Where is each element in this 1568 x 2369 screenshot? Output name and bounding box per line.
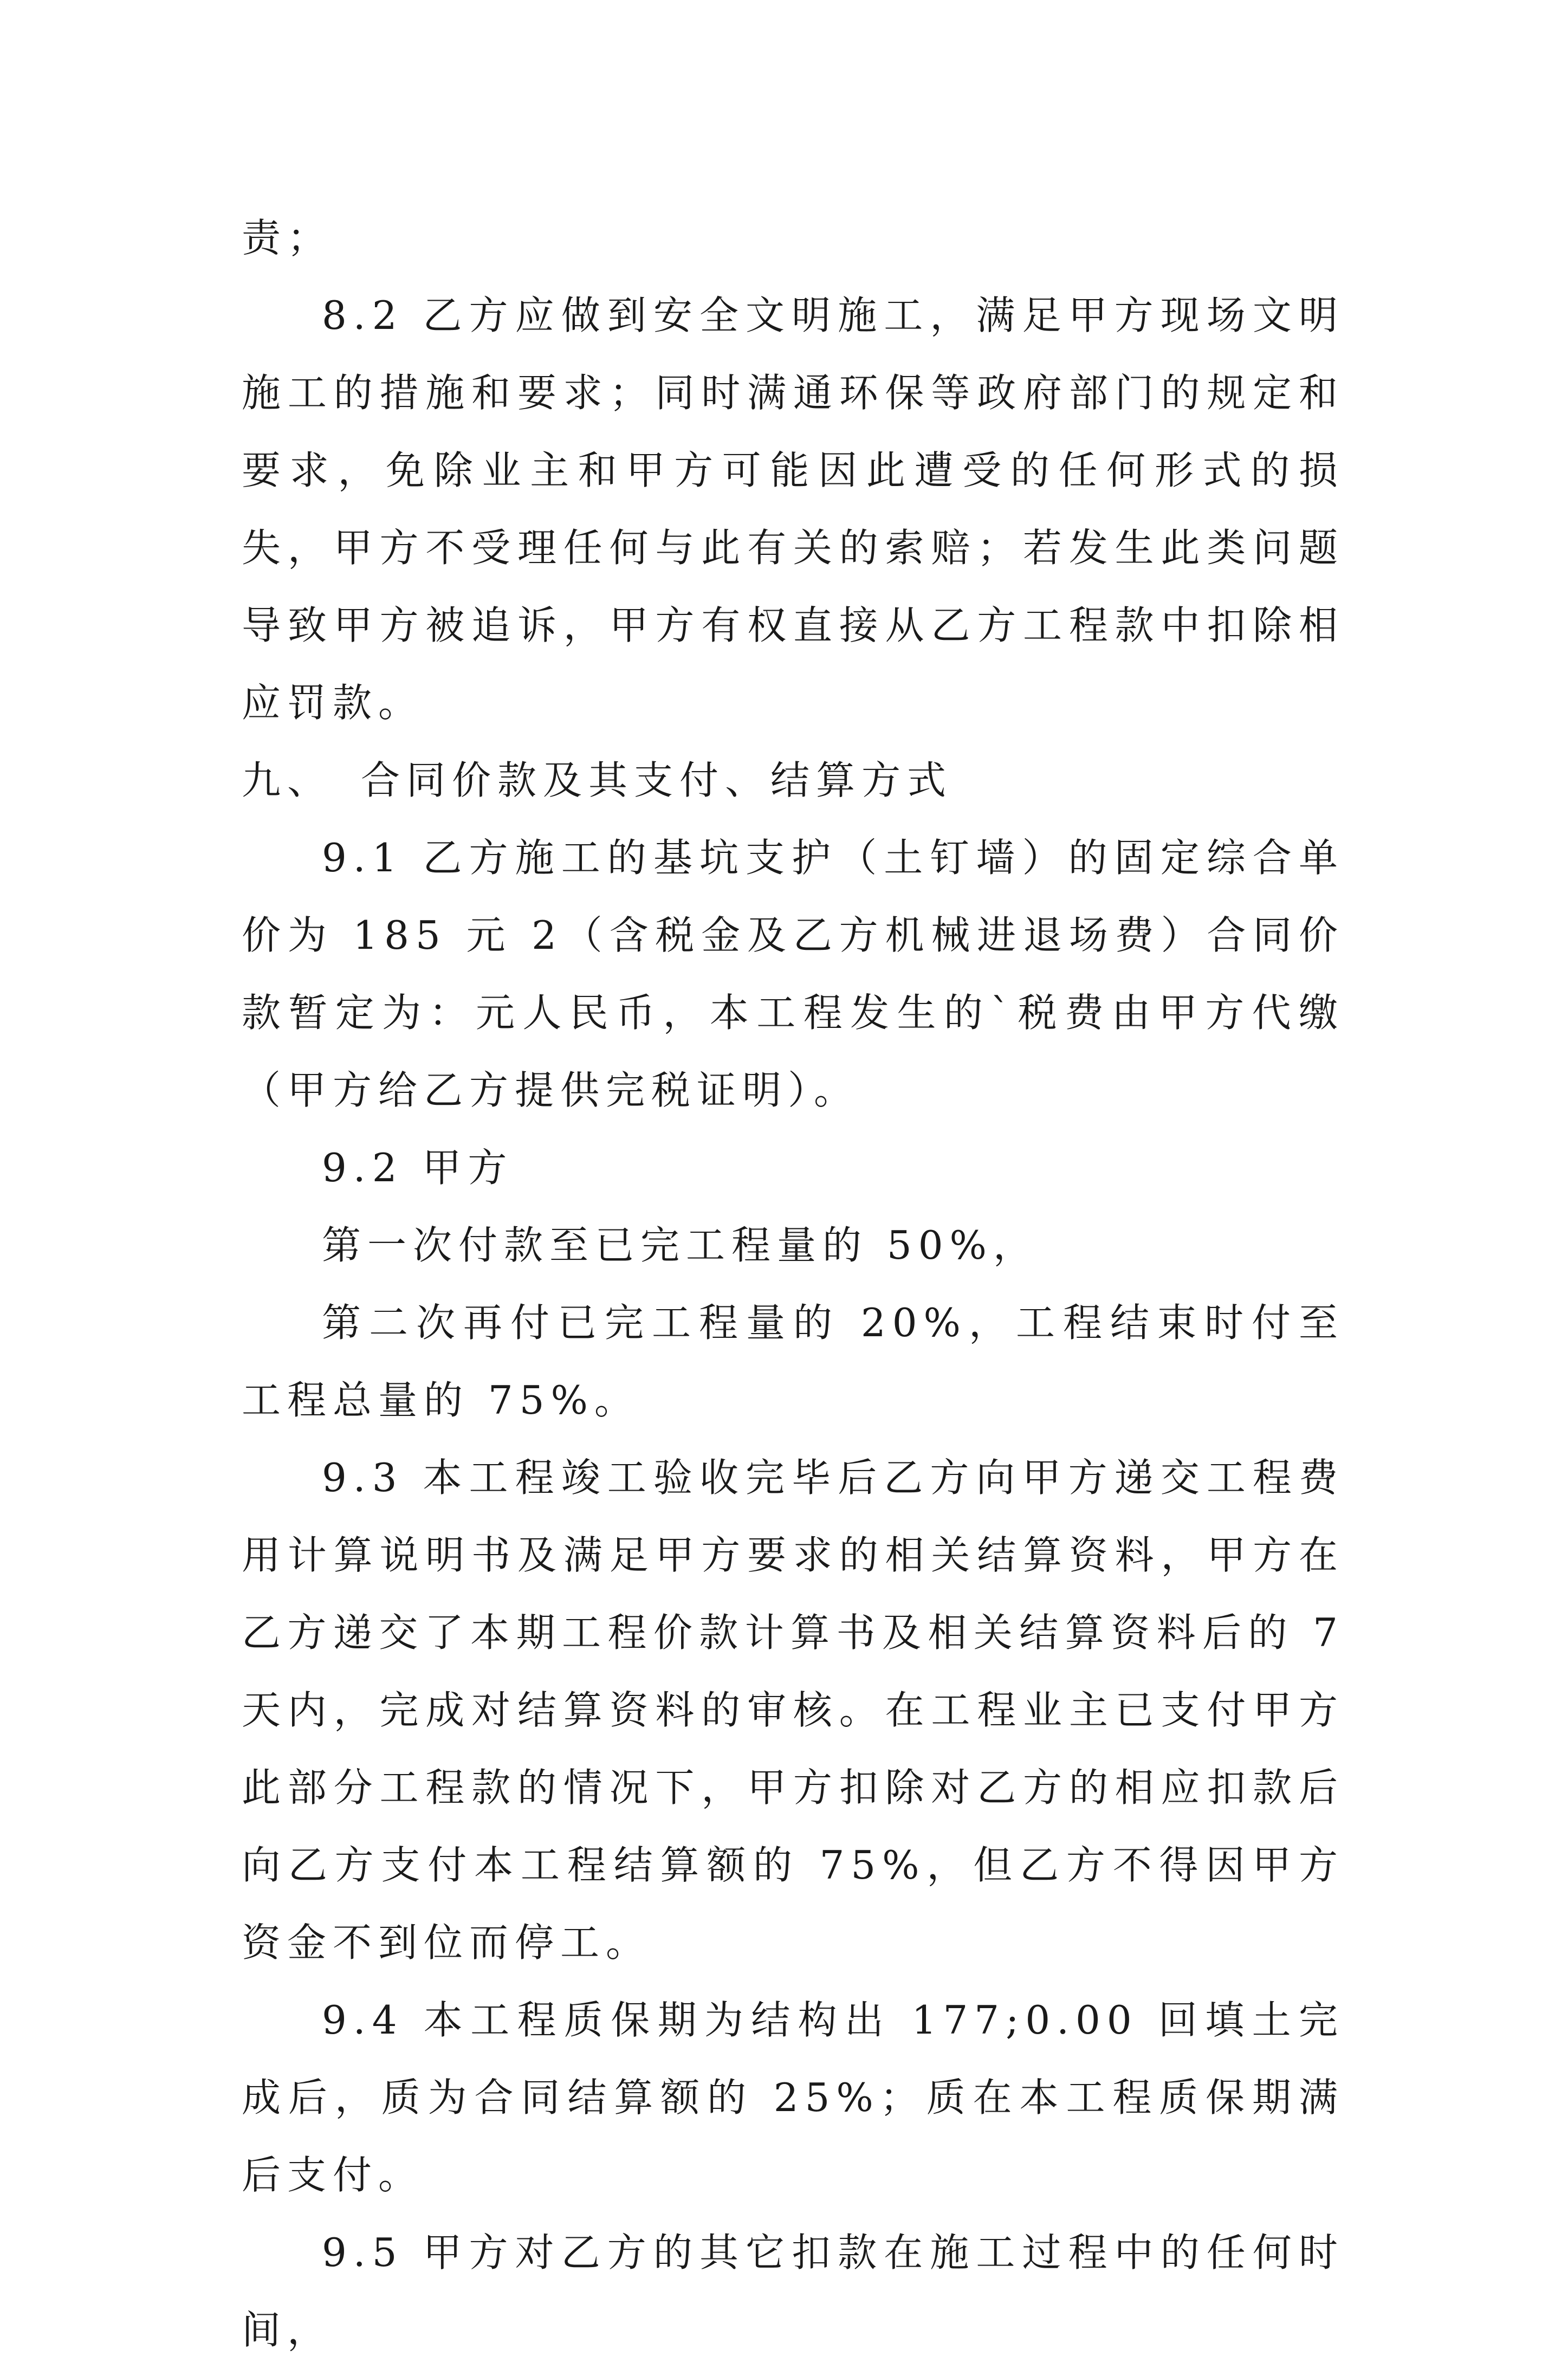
paragraph-9-3: 9.3 本工程竣工验收完毕后乙方向甲方递交工程费用计算说明书及满足甲方要求的相关结算资料，甲方在乙方递交了本期工程价款计算书及相关结算资料后的 7 天内，完成对结算资料的审核。在工程业主已支付甲方此部分工程款的情况下，甲方扣除对乙方的相应扣款后向乙方支付本工程结算额的 75%，但乙方不得因甲方资金不到位而停工。 bbox=[242, 1455, 1344, 1965]
paragraph-first-payment: 第一次付款至已完工程量的 50%， bbox=[322, 1222, 1039, 1268]
paragraph-second-payment: 第二次再付已完工程量的 20%，工程结束时付至工程总量的 75%。 bbox=[242, 1300, 1344, 1423]
paragraph-9-5: 9.5 甲方对乙方的其它扣款在施工过程中的任何时间， bbox=[242, 2230, 1344, 2353]
section-number: 九、 bbox=[242, 758, 333, 803]
paragraph-9-2: 9.2 甲方 bbox=[322, 1145, 514, 1190]
contract-text bbox=[242, 199, 1344, 2369]
paragraph-9-1: 9.1 乙方施工的基坑支护（土钉墙）的固定综合单价为 185 元 2（含税金及乙方机械进退场费）合同价款暂定为：元人民币，本工程发生的`税费由甲方代缴（甲方给乙方提供完税证明）。 bbox=[242, 835, 1344, 1113]
section-heading-9 bbox=[242, 742, 1344, 819]
paragraph-continuation: 责； bbox=[242, 215, 333, 261]
paragraph-8-2: 8.2 乙方应做到安全文明施工，满足甲方现场文明施工的措施和要求；同时满通环保等政府部门的规定和要求，免除业主和甲方可能因此遭受的任何形式的损失，甲方不受理任何与此有关的索赔；若发生此类问题导致甲方被追诉，甲方有权直接从乙方工程款中扣除相应罚款。 bbox=[242, 293, 1344, 726]
paragraph-9-4: 9.4 本工程质保期为结构出 177;0.00 回填土完成后，质为合同结算额的 25%；质在本工程质保期满后支付。 bbox=[242, 1997, 1344, 2198]
section-title: 合同价款及其支付、结算方式 bbox=[361, 758, 953, 803]
